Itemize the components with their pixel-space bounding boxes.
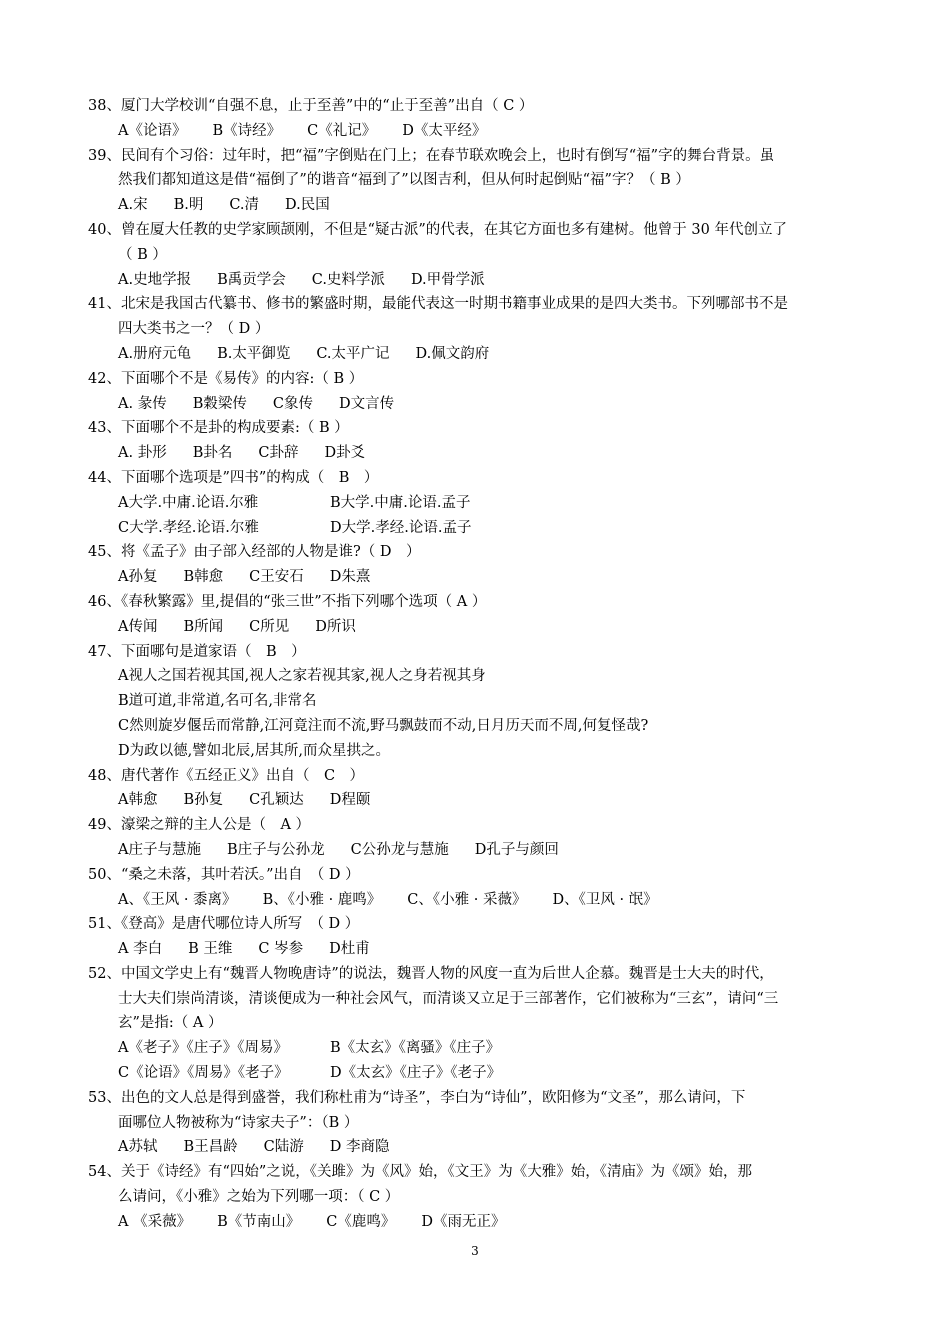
answer-option: C《鹿鸣》 <box>326 1213 396 1230</box>
answer-option: D为政以德,譬如北辰,居其所,而众星拱之。 <box>118 742 390 759</box>
answer-option: C.清 <box>229 197 260 214</box>
question-text: 40、曾在厦大任教的史学家顾颉刚，不但是“疑古派”的代表，在其它方面也多有建树。他曾于 30 年代创立了 <box>88 221 787 238</box>
question-text-continued: （ B ） <box>118 246 167 263</box>
question-text: 50、“桑之未落，其叶若沃。”出自 （ D ） <box>88 866 360 883</box>
answer-option: B卦名 <box>192 445 233 462</box>
answer-option: B孙复 <box>183 792 224 809</box>
question-text: 39、民间有个习俗：过年时，把“福”字倒贴在门上；在春节联欢晚会上，也时有倒写“福”字的舞台背景。虽 <box>88 147 775 164</box>
question-text-continued: 四大类书之一？（ D ） <box>118 321 270 338</box>
answer-option: D文言传 <box>338 395 395 412</box>
answer-option: B.太平御览 <box>217 345 291 362</box>
question-39 <box>88 144 908 218</box>
question-text: 46、《春秋繁露》里,提倡的“张三世”不指下列哪个选项（ A ） <box>88 593 487 610</box>
answer-option: D、《卫风 · 氓》 <box>552 891 658 908</box>
answer-option: A孙复 <box>118 569 158 586</box>
answer-option: D孔子与颜回 <box>474 841 559 858</box>
answer-option: D.甲骨学派 <box>410 271 485 288</box>
answer-option: A、《王风 · 黍离》 <box>118 891 237 908</box>
question-text: 48、唐代著作《五经正义》出自（ C ） <box>88 767 365 784</box>
answer-option: B 王维 <box>188 941 233 958</box>
answer-option: B禹贡学会 <box>217 271 286 288</box>
question-text-continued: 面哪位人物被称为“诗家夫子”：（B ） <box>118 1114 359 1131</box>
question-text: 51、《登高》是唐代哪位诗人所写 （ D ） <box>88 916 360 933</box>
question-52 <box>88 962 908 1086</box>
answer-option: A.宋 <box>118 197 148 214</box>
answer-option: B韩愈 <box>183 569 224 586</box>
question-50 <box>88 863 908 913</box>
answer-option: D朱熹 <box>329 569 371 586</box>
question-48 <box>88 764 908 814</box>
question-text: 44、下面哪个选项是”四书”的构成（ B ） <box>88 469 379 486</box>
answer-option: D《雨无正》 <box>421 1213 506 1230</box>
answer-option: A《论语》 <box>118 122 187 139</box>
options-row <box>88 1210 908 1235</box>
question-text: 45、将《孟子》由子部入经部的人物是谁?（ D ） <box>88 544 421 561</box>
question-51 <box>88 912 908 962</box>
answer-option: B《节南山》 <box>217 1213 301 1230</box>
options-row <box>88 1135 908 1160</box>
question-44 <box>88 466 908 540</box>
question-53 <box>88 1086 908 1160</box>
options-row <box>88 119 908 144</box>
options-row <box>88 392 908 417</box>
question-text-continued: 然我们都知道这是借“福倒了”的谐音“福到了”以图吉利，但从何时起倒贴“福”字？（ B ） <box>118 172 690 189</box>
options-row <box>88 689 908 714</box>
answer-option: D《太平经》 <box>402 122 487 139</box>
answer-option: A《老子》《庄子》《周易》 <box>118 1040 288 1057</box>
options-row <box>88 1036 908 1061</box>
question-47 <box>88 640 908 764</box>
answer-option: B道可道,非常道,名可名,非常名 <box>118 693 317 710</box>
options-row <box>88 193 908 218</box>
question-text-continued: 么请问，《小雅》之始为下列哪一项：（ C ） <box>118 1189 400 1206</box>
question-42 <box>88 367 908 417</box>
answer-option: B、《小雅 · 鹿鸣》 <box>262 891 382 908</box>
answer-option: A.史地学报 <box>118 271 192 288</box>
answer-option: B.明 <box>173 197 204 214</box>
question-text-continued: 士大夫们崇尚清谈，清谈便成为一种社会风气，而清谈又立足于三部著作，它们被称为“三玄”，请问“三 <box>118 990 779 1007</box>
answer-option: B庄子与公孙龙 <box>226 841 325 858</box>
page-number: 3 <box>471 1244 479 1258</box>
question-list <box>88 94 908 1235</box>
answer-option: C公孙龙与慧施 <box>350 841 449 858</box>
answer-option: A. 卦形 <box>118 445 167 462</box>
question-text: 41、北宋是我国古代纂书、修书的繁盛时期，最能代表这一时期书籍事业成果的是四大类书。下列哪部书不是 <box>88 296 788 313</box>
answer-option: D.民国 <box>285 197 330 214</box>
answer-option: A. 彖传 <box>118 395 167 412</box>
options-row <box>88 516 908 541</box>
options-row <box>88 937 908 962</box>
options-row <box>88 268 908 293</box>
answer-option: C.史料学派 <box>311 271 385 288</box>
options-row <box>88 491 908 516</box>
answer-option: D所识 <box>315 618 356 635</box>
options-row <box>88 565 908 590</box>
answer-option: C卦辞 <box>258 445 299 462</box>
answer-option: C.太平广记 <box>316 345 390 362</box>
answer-option: C、《小雅 · 采薇》 <box>407 891 527 908</box>
options-row <box>88 788 908 813</box>
question-38 <box>88 94 908 144</box>
question-40 <box>88 218 908 292</box>
answer-option: C《礼记》 <box>307 122 377 139</box>
question-text: 52、中国文学史上有“魏晋人物晚唐诗”的说法，魏晋人物的风度一直为后世人企慕。魏晋是士大夫的时代， <box>88 965 774 982</box>
answer-option: C然则旋岁偃岳而常静,江河竟注而不流,野马飘鼓而不动,日月历天而不周,何复怪哉? <box>118 717 649 734</box>
answer-option: C《论语》《周易》《老子》 <box>118 1065 289 1082</box>
question-text: 53、出色的文人总是得到盛誉，我们称杜甫为“诗圣”，李白为“诗仙”，欧阳修为“文圣”，那么请问，下 <box>88 1089 746 1106</box>
options-row <box>88 888 908 913</box>
answer-option: A 李白 <box>118 941 163 958</box>
answer-option: C象传 <box>272 395 313 412</box>
options-row <box>88 342 908 367</box>
answer-option: C陆游 <box>263 1139 304 1156</box>
answer-option: D程颐 <box>329 792 371 809</box>
options-row <box>88 1061 908 1086</box>
answer-option: C大学.孝经.论语.尔雅 <box>118 519 259 536</box>
options-row <box>88 714 908 739</box>
question-46 <box>88 590 908 640</box>
question-text: 43、下面哪个不是卦的构成要素:（ B ） <box>88 420 349 437</box>
options-row <box>88 838 908 863</box>
answer-option: C所见 <box>249 618 290 635</box>
options-row <box>88 664 908 689</box>
answer-option: C王安石 <box>249 569 304 586</box>
answer-option: A韩愈 <box>118 792 158 809</box>
answer-option: A.册府元龟 <box>118 345 192 362</box>
answer-option: D卦爻 <box>324 445 366 462</box>
question-text-continued: 玄”是指:（ A ） <box>118 1015 223 1032</box>
answer-option: B王昌龄 <box>183 1139 238 1156</box>
question-54 <box>88 1160 908 1234</box>
answer-option: C 岑参 <box>258 941 304 958</box>
answer-option: B穀梁传 <box>192 395 247 412</box>
answer-option: B《诗经》 <box>212 122 282 139</box>
answer-option: A传闻 <box>118 618 158 635</box>
answer-option: D《太玄》《庄子》《老子》 <box>330 1065 502 1082</box>
question-45 <box>88 540 908 590</box>
answer-option: D杜甫 <box>329 941 370 958</box>
answer-option: B所闻 <box>183 618 224 635</box>
question-text: 49、濠梁之辩的主人公是（ A ） <box>88 817 311 834</box>
answer-option: A视人之国若视其国,视人之家若视其家,视人之身若视其身 <box>118 668 486 685</box>
question-text: 42、下面哪个不是《易传》的内容:（ B ） <box>88 370 364 387</box>
options-row <box>88 739 908 764</box>
answer-option: D.佩文韵府 <box>415 345 490 362</box>
question-43 <box>88 416 908 466</box>
question-49 <box>88 813 908 863</box>
answer-option: A苏轼 <box>118 1139 158 1156</box>
question-text: 54、关于《诗经》有“四始”之说，《关雎》为《风》始，《文王》为《大雅》始，《清庙》为《颂》始，那 <box>88 1164 753 1181</box>
options-row <box>88 441 908 466</box>
answer-option: A 《采薇》 <box>118 1213 192 1230</box>
answer-option: D 李商隐 <box>329 1139 390 1156</box>
answer-option: C孔颖达 <box>249 792 304 809</box>
answer-option: B大学.中庸.论语.孟子 <box>330 494 471 511</box>
answer-option: B《太玄》《离骚》《庄子》 <box>330 1040 501 1057</box>
question-text: 47、下面哪句是道家语（ B ） <box>88 643 306 660</box>
question-41 <box>88 292 908 366</box>
answer-option: A庄子与慧施 <box>118 841 201 858</box>
answer-option: D大学.孝经.论语.孟子 <box>330 519 472 536</box>
answer-option: A大学.中庸.论语.尔雅 <box>118 494 259 511</box>
question-text: 38、厦门大学校训“自强不息，止于至善”中的“止于至善”出自（ C ） <box>88 98 534 114</box>
options-row <box>88 615 908 640</box>
